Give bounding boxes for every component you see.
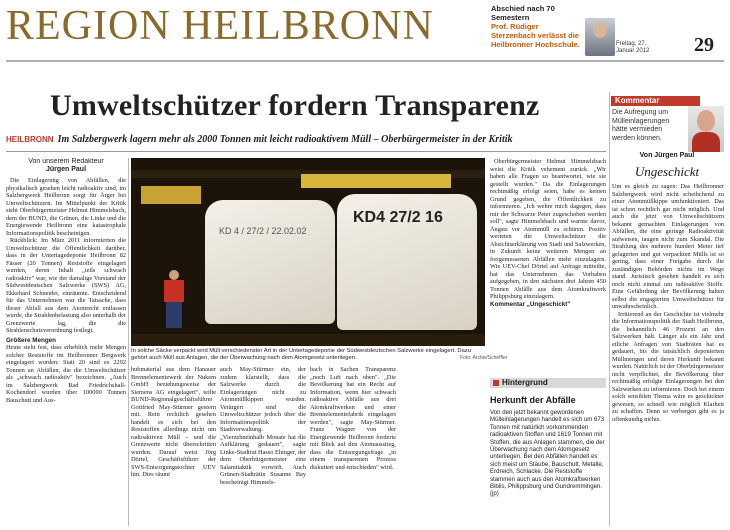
page-number: 29 [694, 34, 714, 56]
kommentar-title: Ungeschickt [634, 164, 700, 179]
article-headline: Umweltschützer fordern Transparenz [50, 89, 540, 122]
article-column-1 [6, 158, 126, 526]
photo-sack-right [337, 194, 477, 330]
sack-left-label: KD 4 / 27/2 / 22.02.02 [219, 226, 307, 236]
kommentar-divider [609, 92, 610, 526]
photo-sack-left [205, 200, 335, 324]
dateline: Freitag, 27. Januar 2012 [616, 41, 650, 54]
hintergrund-square-icon [493, 380, 499, 386]
col5-paragraph: Oberbürgermeister Helmut Himmelsbach weist die Kritik vehement zurück. „Wir haben alle Fragen so beantwortet, wie sie gestellt wurden." Da die Einlagerungen rechtmäßig erfolgt seien, habe es keinen Grund gegeben, die Öffentlichkeit zu informieren. „Ich wehre mich dagegen, dass mir der Schwarze Peter zugeschoben werden soll", sagte Himmelsbach und warnte davor, Ängste vor Atommüll zu schüren. Positiv werteten die Umweltschützer die Absichtserklärung von Stadt und Salzwerken, in Zukunft keine weiteren Mengen an freigemessenen Abfällen mehr einzulagern. Wie UEV-Chef Dörtel auf Anfrage mitteilte, hat das Unternehmen das Vorhaben aufgegeben, in den nächsten drei Jahren 450 Tonnen Abfälle aus dem Atomkraftwerk Philippsburg einzulagern. [490, 158, 606, 300]
photo-floor [131, 334, 485, 346]
byline-role: Von unserem Redakteur [28, 158, 104, 165]
photo-rail-top [301, 174, 451, 188]
col1-paragraph-2: Rückblick: Im März 2011 informierten die Umweltschützer die Öffentlichkeit darüber, dass in der Untertagedeponie Heilbronn 82 Fässer (20 Tonnen) Reststoffe eingelagert wurden, deren Inhalt „teils schwach radioaktiv" war, wie der damalige Vorstand der Südwestdeutschen Salzwerke (SWS) AG, Ekkehard Schneider, einräumte. Entscheidend für das Unternehmen war die Tatsache, dass dieser Abfall aus dem Atomrecht entlassen wurde, die Strahlenbelastung also unterhalb der Grenzwerte lag, die die Strahlenschutzverordnung festlegt. [6, 237, 126, 334]
teaser-box[interactable] [491, 4, 583, 49]
masthead-rule [6, 60, 724, 62]
article-column-2: hubmaterial aus dem Hanauer Brennelementewerk der Nukem GmbH beziehungsweise der Siemens AG eingelagert", teilte BUND-Regionalgeschäftsführer Gottfried May-Stürmer gestern mit. Rein rechtlich gesehen handelt es sich bei den Reststoffen allerdings nicht um radioaktiven Müll – und die Grenzwerte nicht überschritten wurden. Darauf weist Jörg Dörtel, Geschäftsführer der SWS-Entsorgungstochter UEV hin. Dies räumt [131, 366, 216, 478]
kicker-heilbronn: HEILBRONN [6, 135, 54, 144]
sack-right-label: KD4 27/2 16 [353, 209, 443, 226]
kommentar-paragraph-2: Irritierend an der Geschichte ist vielmehr die Informationspolitik der Stadt Heilbronn, die bekanntlich 46 Prozent an den Salzwerken hält. Länger als ein Jahr und etliche Anfragen von Stadträten hat es gedauert, bis die tatsächlich deponierten Müllmengen und deren Herkunft bekannt wurden. Natürlich ist der Oberbürgermeister nicht verpflichtet, die Bevölkerung über rechtmäßig erfolgte Einlagerungen bei den Salzwerken zu informieren. Doch bei einem solch sensiblen Thema wäre es geschickter gewesen, so schnell wie möglich Klarheit zu schaffen. Denn so verbergen gibt es ja offenkundig nichts. [612, 310, 724, 423]
hintergrund-text: Von den jetzt bekannt gewordenen Mülleinlagerungen handelt es sich um 673 Tonnen mit natürlich vorkommenden radioaktiven Stoffen und 1619 Tonnen mit Stoffen, die aus Anlagen stammen, die der Überwachung nach dem Atomgesetz unterliegen. Bei den Abfällen handelt es sich meist um Stäube, Bauschutt, Metalle, Erdreich, Schlacke. Die Reststoffe stammen auch aus den Atomkraftwerken Biblis, Philippsburg und Gundremmingen. (jp) [490, 409, 605, 498]
hintergrund-label: Hintergrund [502, 378, 548, 387]
col5-kommentar-reference[interactable]: Kommentar „Ungeschickt" [490, 300, 571, 308]
kommentar-teaser: Die Aufregung um Mülleinlagerungen hätte vermieden werden können. [612, 109, 670, 142]
kommentar-label: Kommentar [611, 96, 700, 106]
photo-credit: Foto: Archiv/Scheffler [460, 355, 508, 361]
article-column-4: bach in Sachen Transparenz „noch Luft nach oben". „Die Bevölkerung hat ein Recht auf Information, wenn hier schwach radioaktive Abfälle aus drei Atomkraftwerken und einer Brennelementefabrik eingelagert werden", sagte May-Stürmer. Franz Wagner von der Energiewende Heilbronn forderte mit Blick auf den Atomausstieg, dass die Entsorgungsfrage „in einem transparenten Prozess diskutiert und entschieden" wird. [310, 366, 396, 471]
col1-paragraph-3: Heute steht fest, dass erheblich mehr Mengen solcher Reststoffe im Heilbronner Bergwerk eingelagert wurden: Statt 20 sind es 2292 Tonnen an Abfällen, die die Umweltschützer als „schwach radioaktiv" bezeichnen. „Auch im Salzbergwerk Bad Friedrichshall-Kochendorf wurden über 100000 Tonnen Bauschutt und Aus- [6, 344, 126, 404]
teaser-text: Prof. Rüdiger Sterzenbach verlässt die Heilbronner Hochschule. [491, 22, 580, 49]
photo-rail-left [141, 186, 201, 204]
article-photo[interactable] [131, 158, 485, 346]
col1-paragraph-1: Die Einlagerung von Abfällen, die physikalisch gesehen leicht radioaktiv sind, im Salzbergwerk Heilbronn sorgt für Ärger bei Umweltschützern. Im Mittelpunkt der Kritik steht Oberbürgermeister Helmut Himmelsbach, dem der BUND, die Grünen, die Linke und die Energiewende Heilbronn eine katastrophale Informationspolitik bescheinigen. [6, 177, 126, 237]
subline-text: Im Salzbergwerk lagern mehr als 2000 Tonnen mit leicht radioaktivem Müll – Oberbürgermeister in der Kritik [57, 134, 513, 145]
teaser-title: Abschied nach 70 Semestern [491, 4, 555, 22]
kommentar-author-photo [688, 106, 724, 152]
article-subline [6, 134, 606, 145]
column-divider [128, 158, 129, 526]
article-column-3: auch May-Stürmer ein, der zudem klarstellt, dass die Salzwerke durch die Einlagerungen nicht zu Atommüllkippen wurden. Verärgert sind die Umweltschützer jedoch über die Informationspolitik der Stadtverwaltung. „Vierzehneinhalb Monate hat die Aufklärung gedauert", sagte Linke-Stadtrat Hasso Ehinger, der dem Oberbürgermeister eine Salamitaktik vorwirft. Auch Grünen-Stadträtin Susanne Bay bescheinigt Himmels- [220, 366, 306, 486]
photo-worker [161, 270, 187, 330]
subline-rule [6, 151, 606, 152]
hintergrund-bar [490, 378, 606, 388]
masthead: REGION HEILBRONN [6, 3, 434, 49]
col1-subhead: Größere Mengen [6, 336, 57, 344]
photo-caption: In solche Säcke verpackt wird Müll verschiedenster Art in der Untertagedeponie der Südwestdeutschen Salzwerke eingelagert. Dazu gehört auch Müll aus Anlagen, die der Überwachung nach dem Atomgesetz unterliegen. [131, 348, 471, 361]
kommentar-byline: Von Jürgen Paul [639, 152, 695, 159]
byline-author: Jürgen Paul [45, 166, 87, 173]
article-column-5 [490, 158, 606, 370]
kommentar-body [612, 183, 724, 526]
teaser-portrait [585, 18, 615, 56]
hintergrund-title: Herkunft der Abfälle [490, 395, 576, 405]
kommentar-paragraph-1: Um es gleich zu sagen: Das Heilbronner Salzbergwerk wird nicht scheibchend zu einer Atommüllkippe umfunktioniert. Das ist schon rechtlich gar nicht möglich. Und auch die jetzt von Umweltschützern bekannt gemachten Einlagerungen von Abfällen, die eine geringe Radioaktivität aufweisen, taugen nicht zum Skandal. Die Strahlung des mehrere hundert Meter tief gelagerten und gut verpackten Mülls ist so gering, dass einer Freigabe durch die zuständigen Behörden nichts im Wege stand. Juristisch gesehen handelt es sich noch nicht einmal um radioaktive Stoffe. Eine Gefährdung der Bevölkerung halten selbst die engagierten Umweltschützer für unwahrscheinlich. [612, 183, 724, 310]
